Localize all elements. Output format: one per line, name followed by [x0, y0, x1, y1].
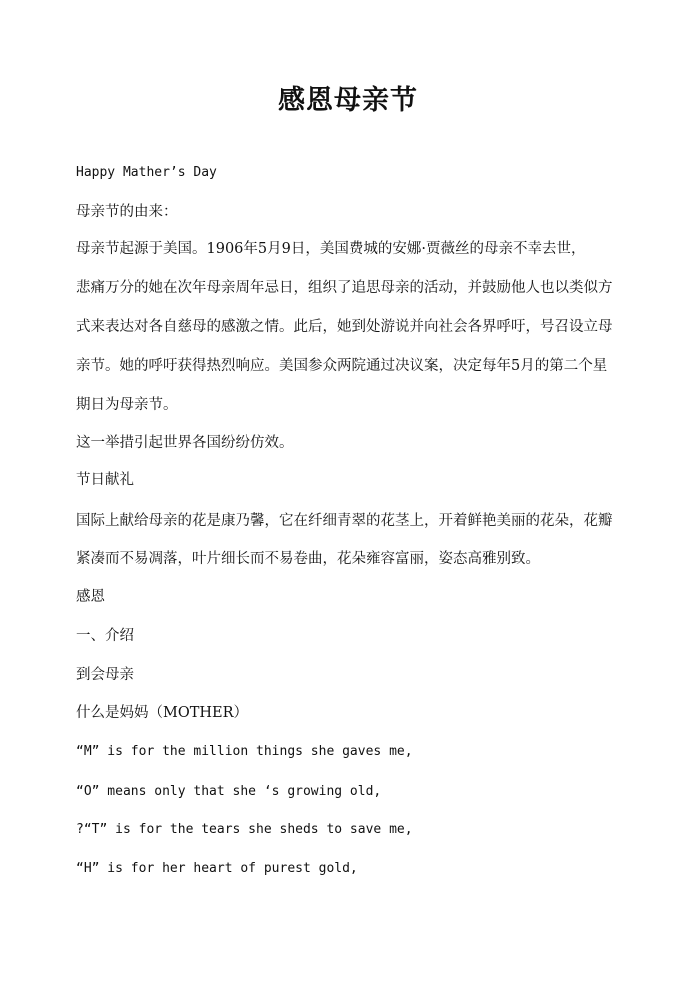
meet-mother-line: 到会母亲 [76, 667, 134, 683]
paragraph-line: 国际上献给母亲的花是康乃馨，它在纤细青翠的花茎上，开着鲜艳美丽的花朵，花瓣 [76, 513, 613, 529]
paragraph-line: 母亲节起源于美国。1906年5月9日，美国费城的安娜·贾薇丝的母亲不幸去世， [76, 241, 586, 257]
document-title: 感恩母亲节 [278, 85, 418, 116]
poem-line: ?“T” is for the tears she sheds to save me, [76, 822, 413, 837]
paragraph-line: 期日为母亲节。 [76, 397, 178, 413]
paragraph-line: 亲节。她的呼吁获得热烈响应。美国参众两院通过决议案，决定每年5月的第二个星 [76, 358, 608, 374]
imitation-line: 这一举措引起世界各国纷纷仿效。 [76, 435, 294, 451]
poem-line: “O” means only that she ‘s growing old, [76, 784, 382, 799]
poem-line: “H” is for her heart of purest gold, [76, 861, 358, 876]
paragraph-line: 悲痛万分的她在次年母亲周年忌日，组织了追思母亲的活动，并鼓励他人也以类似方 [76, 280, 613, 296]
section-one-heading: 一、介绍 [76, 628, 134, 644]
paragraph-line: 紧凑而不易凋落，叶片细长而不易卷曲，花朵雍容富丽，姿态高雅别致。 [76, 551, 540, 567]
what-is-mother-line: 什么是妈妈（MOTHER） [76, 705, 249, 721]
gift-heading: 节日献礼 [76, 472, 134, 488]
poem-line: “M” is for the million things she gaves me, [76, 744, 413, 759]
english-subtitle: Happy Mather’s Day [76, 165, 217, 180]
origin-heading: 母亲节的由来： [76, 204, 178, 220]
paragraph-line: 式来表达对各自慈母的感激之情。此后，她到处游说并向社会各界呼吁，号召设立母 [76, 319, 613, 335]
gratitude-heading: 感恩 [76, 589, 105, 605]
